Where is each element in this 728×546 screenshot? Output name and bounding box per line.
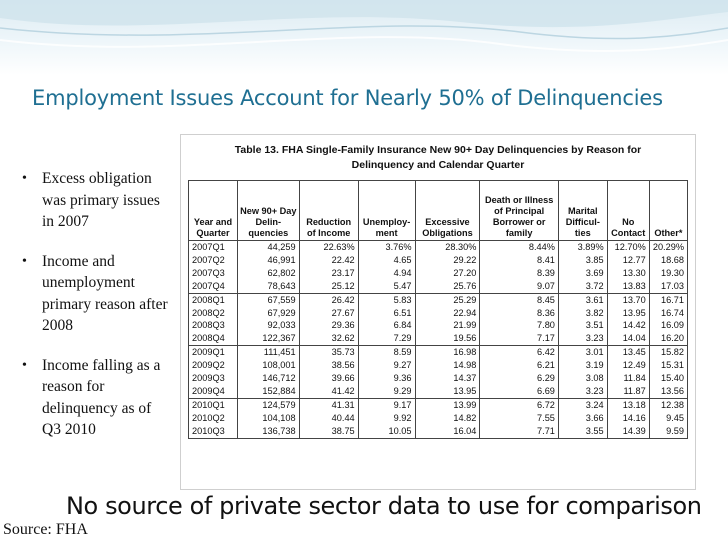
value-cell: 4.65 <box>358 254 415 267</box>
value-cell: 11.84 <box>607 372 649 385</box>
value-cell: 4.94 <box>358 267 415 280</box>
value-cell: 8.36 <box>480 307 559 320</box>
quarter-cell: 2008Q2 <box>189 307 238 320</box>
column-header: New 90+ Day Delin-quencies <box>238 181 300 241</box>
value-cell: 152,884 <box>238 385 300 398</box>
footer-note: No source of private sector data to use for comparison <box>66 492 702 520</box>
value-cell: 6.72 <box>480 398 559 411</box>
value-cell: 3.08 <box>558 372 607 385</box>
value-cell: 9.92 <box>358 412 415 425</box>
value-cell: 3.01 <box>558 346 607 359</box>
value-cell: 13.45 <box>607 346 649 359</box>
value-cell: 23.17 <box>299 267 358 280</box>
value-cell: 15.40 <box>649 372 687 385</box>
value-cell: 14.39 <box>607 425 649 438</box>
quarter-cell: 2010Q3 <box>189 425 238 438</box>
value-cell: 5.47 <box>358 280 415 293</box>
value-cell: 146,712 <box>238 372 300 385</box>
value-cell: 9.29 <box>358 385 415 398</box>
value-cell: 8.59 <box>358 346 415 359</box>
value-cell: 12.77 <box>607 254 649 267</box>
value-cell: 13.18 <box>607 398 649 411</box>
table-title <box>181 143 695 173</box>
column-header: Unemploy-ment <box>358 181 415 241</box>
value-cell: 29.22 <box>415 254 480 267</box>
value-cell: 3.61 <box>558 293 607 306</box>
bullet-text: Excess obligation was primary issues in 2007 <box>42 170 160 230</box>
value-cell: 14.16 <box>607 412 649 425</box>
bullet-icon: • <box>22 357 27 373</box>
value-cell: 12.70% <box>607 241 649 254</box>
bullet-text: Income and unemployment primary reason after 2008 <box>42 252 168 334</box>
value-cell: 16.04 <box>415 425 480 438</box>
value-cell: 8.44% <box>480 241 559 254</box>
table-row <box>189 359 688 372</box>
value-cell: 13.95 <box>415 385 480 398</box>
value-cell: 22.63% <box>299 241 358 254</box>
source-note: Source: FHA <box>3 521 88 538</box>
value-cell: 3.82 <box>558 307 607 320</box>
value-cell: 25.12 <box>299 280 358 293</box>
value-cell: 19.30 <box>649 267 687 280</box>
value-cell: 35.73 <box>299 346 358 359</box>
value-cell: 39.66 <box>299 372 358 385</box>
table-title-line: Delinquency and Calendar Quarter <box>351 159 525 171</box>
column-header: Marital Difficul-ties <box>558 181 607 241</box>
table-row <box>189 267 688 280</box>
table-row <box>189 412 688 425</box>
value-cell: 8.39 <box>480 267 559 280</box>
value-cell: 3.69 <box>558 267 607 280</box>
quarter-cell: 2009Q3 <box>189 372 238 385</box>
value-cell: 67,929 <box>238 307 300 320</box>
value-cell: 38.75 <box>299 425 358 438</box>
bullet-list <box>20 168 170 459</box>
table-image <box>180 134 696 490</box>
quarter-cell: 2010Q1 <box>189 398 238 411</box>
value-cell: 41.42 <box>299 385 358 398</box>
value-cell: 16.98 <box>415 346 480 359</box>
value-cell: 12.49 <box>607 359 649 372</box>
value-cell: 5.83 <box>358 293 415 306</box>
value-cell: 6.42 <box>480 346 559 359</box>
value-cell: 62,802 <box>238 267 300 280</box>
column-header: Reduction of Income <box>299 181 358 241</box>
value-cell: 27.20 <box>415 267 480 280</box>
value-cell: 25.76 <box>415 280 480 293</box>
bullet-item <box>20 251 170 337</box>
value-cell: 3.19 <box>558 359 607 372</box>
value-cell: 6.69 <box>480 385 559 398</box>
quarter-cell: 2009Q2 <box>189 359 238 372</box>
value-cell: 3.23 <box>558 385 607 398</box>
quarter-cell: 2007Q3 <box>189 267 238 280</box>
value-cell: 22.42 <box>299 254 358 267</box>
value-cell: 41.31 <box>299 398 358 411</box>
value-cell: 28.30% <box>415 241 480 254</box>
value-cell: 27.67 <box>299 307 358 320</box>
value-cell: 13.83 <box>607 280 649 293</box>
value-cell: 9.07 <box>480 280 559 293</box>
value-cell: 13.95 <box>607 307 649 320</box>
quarter-cell: 2008Q4 <box>189 332 238 345</box>
value-cell: 26.42 <box>299 293 358 306</box>
table-row <box>189 346 688 359</box>
value-cell: 7.17 <box>480 332 559 345</box>
value-cell: 3.72 <box>558 280 607 293</box>
quarter-cell: 2008Q3 <box>189 319 238 332</box>
bullet-icon: • <box>22 171 27 186</box>
value-cell: 108,001 <box>238 359 300 372</box>
column-header: No Contact <box>607 181 649 241</box>
column-header: Year and Quarter <box>189 181 238 241</box>
value-cell: 104,108 <box>238 412 300 425</box>
bullet-text: Income falling as a reason for delinquency as of Q3 2010 <box>42 356 161 438</box>
value-cell: 9.27 <box>358 359 415 372</box>
value-cell: 3.66 <box>558 412 607 425</box>
header-background <box>0 0 728 75</box>
value-cell: 13.99 <box>415 398 480 411</box>
value-cell: 3.55 <box>558 425 607 438</box>
table-body <box>189 241 688 439</box>
value-cell: 8.41 <box>480 254 559 267</box>
value-cell: 21.99 <box>415 319 480 332</box>
table-row <box>189 398 688 411</box>
value-cell: 3.85 <box>558 254 607 267</box>
value-cell: 16.20 <box>649 332 687 345</box>
value-cell: 111,451 <box>238 346 300 359</box>
quarter-cell: 2007Q4 <box>189 280 238 293</box>
value-cell: 6.51 <box>358 307 415 320</box>
value-cell: 3.23 <box>558 332 607 345</box>
value-cell: 12.38 <box>649 398 687 411</box>
bullet-item <box>20 355 170 441</box>
value-cell: 38.56 <box>299 359 358 372</box>
value-cell: 14.82 <box>415 412 480 425</box>
quarter-cell: 2009Q1 <box>189 346 238 359</box>
value-cell: 136,738 <box>238 425 300 438</box>
column-header: Other* <box>649 181 687 241</box>
value-cell: 44,259 <box>238 241 300 254</box>
delinquency-table <box>188 180 688 439</box>
value-cell: 14.37 <box>415 372 480 385</box>
value-cell: 7.29 <box>358 332 415 345</box>
value-cell: 16.09 <box>649 319 687 332</box>
table-row <box>189 254 688 267</box>
value-cell: 15.31 <box>649 359 687 372</box>
value-cell: 9.59 <box>649 425 687 438</box>
value-cell: 13.30 <box>607 267 649 280</box>
column-header: Death or Illness of Principal Borrower or family <box>480 181 559 241</box>
value-cell: 3.76% <box>358 241 415 254</box>
value-cell: 14.42 <box>607 319 649 332</box>
value-cell: 19.56 <box>415 332 480 345</box>
value-cell: 10.05 <box>358 425 415 438</box>
value-cell: 13.70 <box>607 293 649 306</box>
value-cell: 122,367 <box>238 332 300 345</box>
value-cell: 20.29% <box>649 241 687 254</box>
column-header: Excessive Obligations <box>415 181 480 241</box>
value-cell: 16.71 <box>649 293 687 306</box>
bullet-item <box>20 168 170 233</box>
table-row <box>189 332 688 345</box>
table-row <box>189 280 688 293</box>
quarter-cell: 2007Q2 <box>189 254 238 267</box>
table-row <box>189 293 688 306</box>
decorative-wave <box>0 0 728 75</box>
table-row <box>189 307 688 320</box>
value-cell: 7.80 <box>480 319 559 332</box>
slide-title: Employment Issues Account for Nearly 50% of Delinquencies <box>32 86 663 110</box>
value-cell: 3.51 <box>558 319 607 332</box>
value-cell: 124,579 <box>238 398 300 411</box>
bullet-icon: • <box>22 253 27 269</box>
value-cell: 6.84 <box>358 319 415 332</box>
value-cell: 78,643 <box>238 280 300 293</box>
value-cell: 15.82 <box>649 346 687 359</box>
value-cell: 9.17 <box>358 398 415 411</box>
value-cell: 14.04 <box>607 332 649 345</box>
value-cell: 29.36 <box>299 319 358 332</box>
table-row <box>189 385 688 398</box>
quarter-cell: 2010Q2 <box>189 412 238 425</box>
value-cell: 11.87 <box>607 385 649 398</box>
value-cell: 18.68 <box>649 254 687 267</box>
value-cell: 7.71 <box>480 425 559 438</box>
value-cell: 40.44 <box>299 412 358 425</box>
quarter-cell: 2007Q1 <box>189 241 238 254</box>
table-title-line: Table 13. FHA Single-Family Insurance New 90+ Day Delinquencies by Reason for <box>234 144 642 156</box>
value-cell: 3.89% <box>558 241 607 254</box>
value-cell: 3.24 <box>558 398 607 411</box>
value-cell: 6.29 <box>480 372 559 385</box>
table-row <box>189 319 688 332</box>
value-cell: 22.94 <box>415 307 480 320</box>
value-cell: 13.56 <box>649 385 687 398</box>
value-cell: 9.45 <box>649 412 687 425</box>
table-row <box>189 241 688 254</box>
table-row <box>189 425 688 438</box>
quarter-cell: 2008Q1 <box>189 293 238 306</box>
value-cell: 14.98 <box>415 359 480 372</box>
value-cell: 92,033 <box>238 319 300 332</box>
value-cell: 67,559 <box>238 293 300 306</box>
value-cell: 32.62 <box>299 332 358 345</box>
value-cell: 6.21 <box>480 359 559 372</box>
value-cell: 25.29 <box>415 293 480 306</box>
table-header-row <box>189 181 688 241</box>
value-cell: 46,991 <box>238 254 300 267</box>
value-cell: 7.55 <box>480 412 559 425</box>
value-cell: 17.03 <box>649 280 687 293</box>
value-cell: 8.45 <box>480 293 559 306</box>
value-cell: 16.74 <box>649 307 687 320</box>
quarter-cell: 2009Q4 <box>189 385 238 398</box>
table-row <box>189 372 688 385</box>
value-cell: 9.36 <box>358 372 415 385</box>
